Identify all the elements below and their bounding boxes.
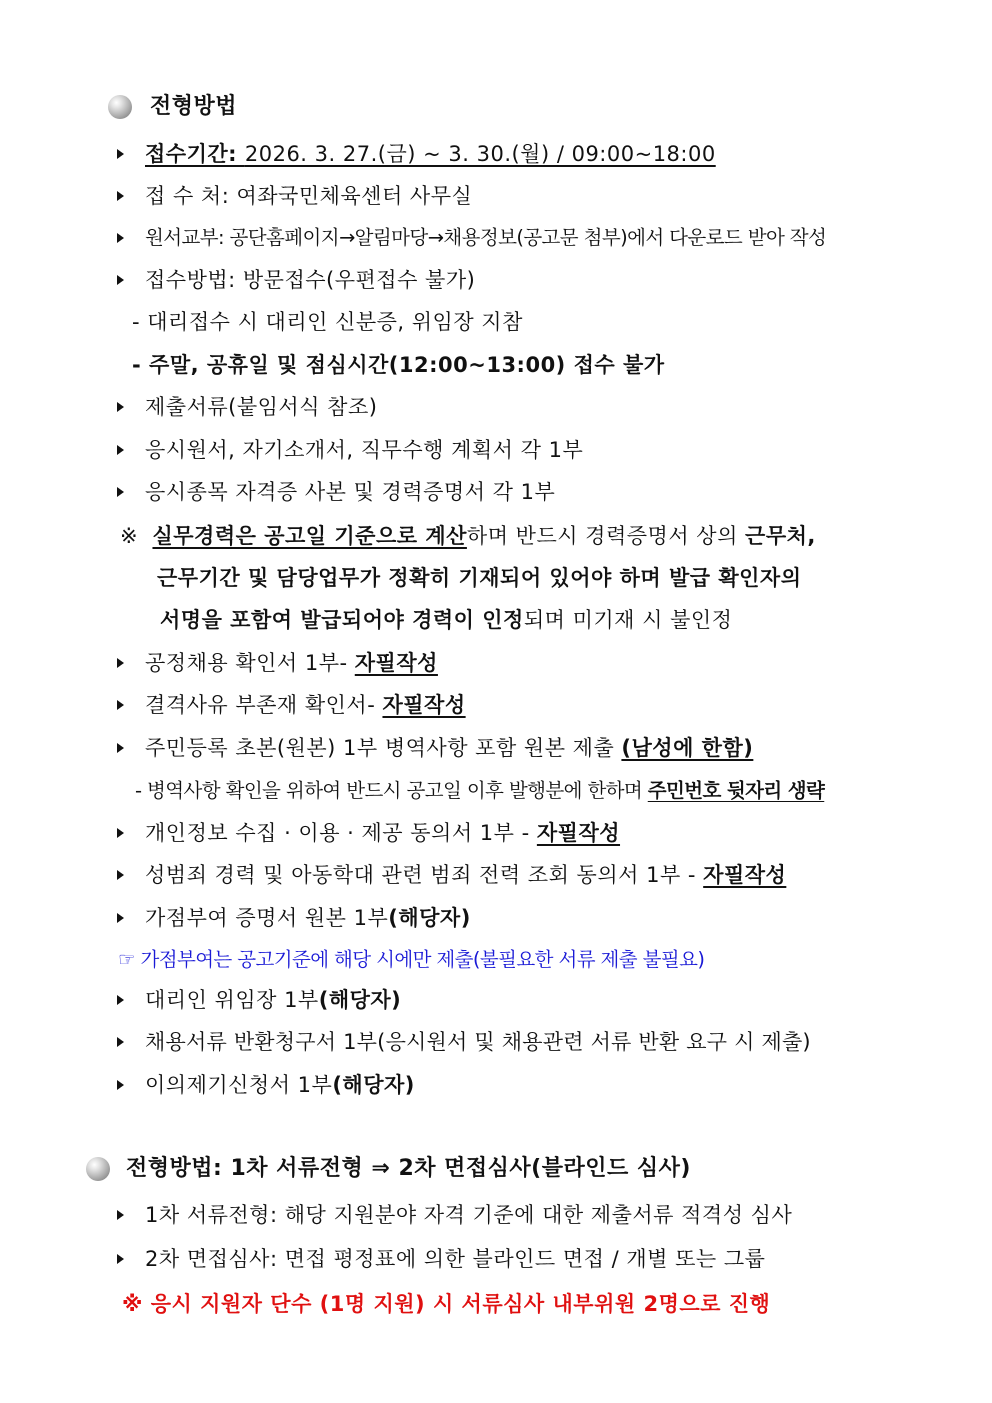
resident-line bbox=[145, 733, 753, 763]
triangle-bullet-icon bbox=[117, 743, 124, 753]
applicable-label: (해당자) bbox=[332, 1073, 415, 1097]
military-line bbox=[135, 776, 824, 806]
bonus-line bbox=[145, 903, 471, 933]
handwritten-label: 자필작성 bbox=[536, 821, 621, 845]
handwritten-label: 자필작성 bbox=[382, 693, 466, 717]
triangle-bullet-icon bbox=[117, 191, 124, 201]
handwritten-label: 자필작성 bbox=[354, 651, 438, 675]
note-mark: ※ bbox=[120, 524, 139, 548]
note-workplace: 근무처, bbox=[745, 524, 816, 548]
return-doc-line: 채용서류 반환청구서 1부(응시원서 및 채용관련 서류 반환 요구 시 제출) bbox=[145, 1030, 811, 1054]
form-line: 원서교부: 공단홈페이지→알림마당→채용정보(공고문 첨부)에서 다운로드 받아 작성 bbox=[145, 226, 827, 249]
note-signature: 서명을 포함여 발급되어야 경력이 인정 bbox=[160, 608, 524, 632]
single-applicant-note: ※ 응시 지원자 단수 (1명 지원) 시 서류심사 내부위원 2명으로 진행 bbox=[122, 1292, 771, 1316]
doc-cert-line: 응시종목 자격증 사본 및 경력증명서 각 1부 bbox=[145, 480, 556, 504]
triangle-bullet-icon bbox=[117, 149, 124, 159]
triangle-bullet-icon bbox=[117, 700, 124, 710]
period-value: 2026. 3. 27.(금) ~ 3. 30.(월) / 09:00~18:00 bbox=[244, 142, 716, 166]
note-line-3 bbox=[160, 605, 732, 635]
handwritten-label: 자필작성 bbox=[703, 863, 787, 887]
period-label: 접수기간: bbox=[145, 142, 245, 166]
period-line bbox=[145, 139, 716, 169]
triangle-bullet-icon bbox=[117, 1037, 124, 1047]
triangle-bullet-icon bbox=[117, 913, 124, 923]
bonus-note: ☞ 가점부여는 공고기준에 해당 시에만 제출(불필요한 서류 제출 불필요) bbox=[118, 948, 705, 971]
privacy-text: 개인정보 수집 · 이용 · 제공 동의서 1부 - bbox=[145, 821, 537, 845]
triangle-bullet-icon bbox=[117, 445, 124, 455]
disqualification-text: 결격사유 부존재 확인서- bbox=[145, 693, 383, 717]
note-experience-basis: 실무경력은 공고일 기준으로 계산 bbox=[152, 524, 467, 548]
triangle-bullet-icon bbox=[117, 1254, 124, 1264]
applicable-label: (해당자) bbox=[318, 988, 402, 1012]
proxy-doc-line bbox=[145, 985, 401, 1015]
disqualification-line bbox=[145, 690, 466, 720]
note-line-1 bbox=[120, 521, 816, 551]
docs-title-line: 제출서류(붙임서식 참조) bbox=[145, 395, 378, 419]
note-line-2: 근무기간 및 담당업무가 정확히 기재되어 있어야 하며 발급 확인자의 bbox=[157, 566, 802, 590]
proxy-line: - 대리접수 시 대리인 신분증, 위임장 지참 bbox=[132, 310, 523, 334]
triangle-bullet-icon bbox=[117, 233, 124, 243]
crime-check-line bbox=[145, 860, 786, 890]
resident-text: 주민등록 초본(원본) 1부 병역사항 포함 원본 제출 bbox=[145, 736, 622, 760]
proxy-doc-text: 대리인 위임장 1부 bbox=[145, 988, 319, 1012]
triangle-bullet-icon bbox=[117, 487, 124, 497]
triangle-bullet-icon bbox=[117, 1080, 124, 1090]
doc-application-line: 응시원서, 자기소개서, 직무수행 계획서 각 1부 bbox=[145, 438, 584, 462]
triangle-bullet-icon bbox=[117, 995, 124, 1005]
section2-title: 전형방법: 1차 서류전형 ⇒ 2차 면접심사(블라인드 심사) bbox=[126, 1156, 691, 1181]
note-text: 되며 미기재 시 불인정 bbox=[523, 608, 733, 632]
section-title: 전형방법 bbox=[150, 94, 238, 119]
note-text: 하며 반드시 경력증명서 상의 bbox=[466, 524, 746, 548]
step1-line: 1차 서류전형: 해당 지원분야 자격 기준에 대한 제출서류 적격성 심사 bbox=[145, 1203, 793, 1227]
step2-line: 2차 면접심사: 면접 평정표에 의한 블라인드 면접 / 개별 또는 그룹 bbox=[145, 1247, 766, 1271]
omit-id-label: 주민번호 뒷자리 생략 bbox=[647, 779, 825, 802]
appeal-line bbox=[145, 1070, 415, 1100]
triangle-bullet-icon bbox=[117, 828, 124, 838]
section-bullet-sphere-icon bbox=[86, 1157, 110, 1181]
fair-hiring-text: 공정채용 확인서 1부- bbox=[145, 651, 355, 675]
military-text: - 병역사항 확인을 위하여 반드시 공고일 이후 발행분에 한하며 bbox=[135, 779, 648, 802]
male-only-label: (남성에 한함) bbox=[621, 736, 754, 760]
closed-line: - 주말, 공휴일 및 점심시간(12:00~13:00) 접수 불가 bbox=[132, 353, 665, 377]
triangle-bullet-icon bbox=[117, 275, 124, 285]
section-bullet-sphere-icon bbox=[108, 95, 132, 119]
method-line: 접수방법: 방문접수(우편접수 불가) bbox=[145, 268, 476, 292]
bonus-text: 가점부여 증명서 원본 1부 bbox=[145, 906, 389, 930]
privacy-line bbox=[145, 818, 620, 848]
triangle-bullet-icon bbox=[117, 402, 124, 412]
appeal-text: 이의제기신청서 1부 bbox=[145, 1073, 333, 1097]
applicable-label: (해당자) bbox=[388, 906, 471, 930]
triangle-bullet-icon bbox=[117, 1210, 124, 1220]
triangle-bullet-icon bbox=[117, 870, 124, 880]
crime-check-text: 성범죄 경력 및 아동학대 관련 범죄 전력 조회 동의서 1부 - bbox=[145, 863, 704, 887]
place-line: 접 수 처: 여좌국민체육센터 사무실 bbox=[145, 184, 473, 208]
fair-hiring-line bbox=[145, 648, 438, 678]
triangle-bullet-icon bbox=[117, 658, 124, 668]
